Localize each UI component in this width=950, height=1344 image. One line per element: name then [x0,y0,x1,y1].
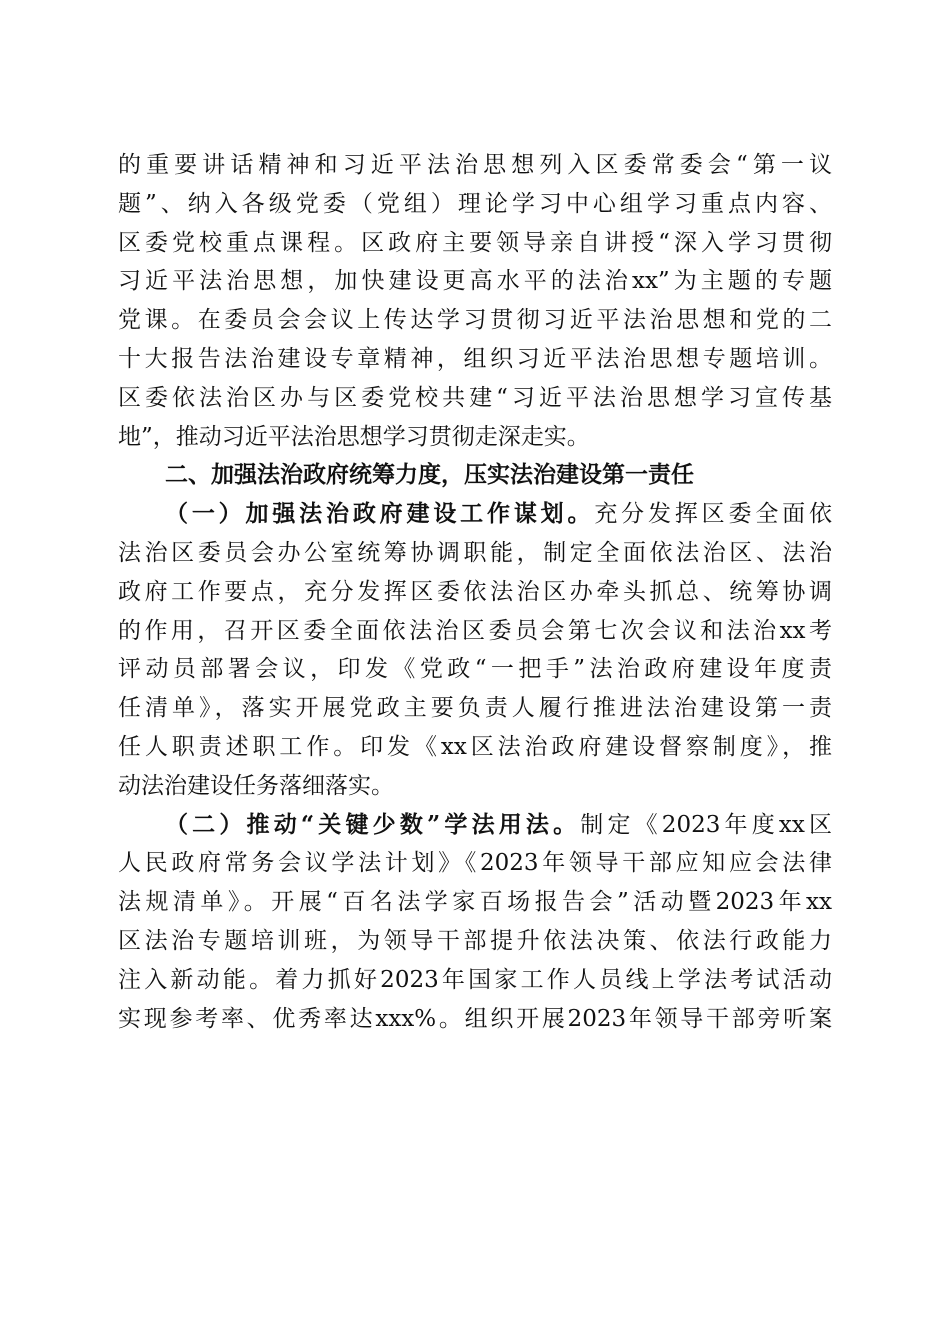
subsection-first-line [118,495,832,534]
paragraph-line: 党课。在委员会会议上传达学习贯彻习近平法治思想和党的二 [118,307,832,334]
subsection-text: 充分发挥区委全面依 [594,501,832,528]
paragraph-line: 题”、纳入各级党委（党组）理论学习中心组学习重点内容、 [118,190,832,217]
paragraph-line: 区法治专题培训班，为领导干部提升依法决策、依法行政能力 [118,927,832,954]
subsection-title: （一）加强法治政府建设工作谋划。 [165,500,595,528]
subsection-text: 制定《2023年度xx区 [580,811,832,838]
paragraph-line: 习近平法治思想，加快建设更高水平的法治xx”为主题的专题 [118,268,832,295]
paragraph-line-last: 地”，推动习近平法治思想学习贯彻走深走实。 [118,423,590,450]
paragraph-line: 人民政府常务会议学法计划》《2023年领导干部应知应会法律 [118,850,832,877]
paragraph-line: 注入新动能。着力抓好2023年国家工作人员线上学法考试活动 [118,966,832,993]
paragraph-line: 区委党校重点课程。区政府主要领导亲自讲授“深入学习贯彻 [118,229,832,256]
paragraph-line: 法规清单》。开展“百名法学家百场报告会”活动暨2023年xx [118,889,832,916]
section-heading: 二、加强法治政府统筹力度，压实法治建设第一责任 [165,462,694,489]
paragraph-line: 十大报告法治建设专章精神，组织习近平法治思想专题培训。 [118,345,832,372]
paragraph-line: 政府工作要点，充分发挥区委依法治区办牵头抓总、统筹协调 [118,578,832,605]
paragraph-line: 任清单》，落实开展党政主要负责人履行推进法治建设第一责 [118,695,832,722]
paragraph-line: 实现参考率、优秀率达xxx%。组织开展2023年领导干部旁听案 [118,1005,832,1032]
document-body [118,146,832,1038]
paragraph-line-last: 动法治建设任务落细落实。 [118,772,394,799]
paragraph-line: 的重要讲话精神和习近平法治思想列入区委常委会“第一议 [118,152,832,178]
paragraph-line: 评动员部署会议，印发《党政“一把手”法治政府建设年度责 [118,656,832,683]
paragraph-line: 区委依法治区办与区委党校共建“习近平法治思想学习宣传基 [118,384,832,411]
paragraph-line: 法治区委员会办公室统筹协调职能，制定全面依法治区、法治 [118,539,832,566]
paragraph-line: 的作用，召开区委全面依法治区委员会第七次会议和法治xx考 [118,617,832,644]
paragraph-line: 任人职责述职工作。印发《xx区法治政府建设督察制度》，推 [118,733,832,760]
subsection-title: （二）推动“关键少数”学法用法。 [165,810,581,838]
subsection-first-line [118,806,832,845]
